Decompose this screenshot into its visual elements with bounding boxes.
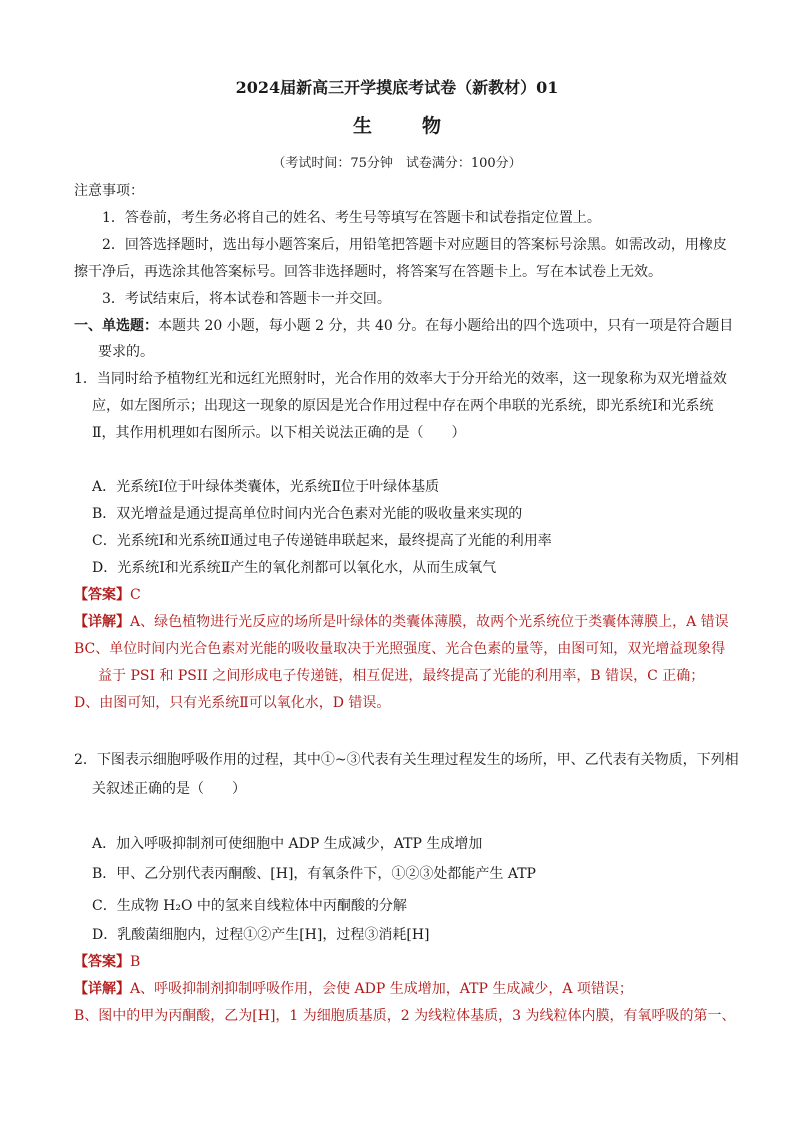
- q2-stem-line: 关叙述正确的是（ ）: [92, 781, 246, 797]
- section-text: 本题共 20 小题，每小题 2 分，共 40 分。在每小题给出的四个选项中，只有一项是符合题目: [158, 318, 734, 334]
- answer-label: 【答案】: [74, 954, 130, 970]
- section-text-continued: 要求的。: [98, 344, 154, 360]
- q1-detail-line: 益于 PSI 和 PSII 之间形成电子传递链，相互促进，最终提高了光能的利用率，B 错误，C 正确；: [98, 668, 705, 684]
- q1-option-c: C．光系统Ⅰ和光系统Ⅱ通过电子传递链串联起来，最终提高了光能的利用率: [92, 533, 552, 549]
- q1-answer: [74, 585, 141, 605]
- note-item: 3．考试结束后，将本试卷和答题卡一并交回。: [102, 291, 391, 307]
- section-label: 一、单选题：: [74, 318, 158, 334]
- note-item: 擦干净后，再选涂其他答案标号。回答非选择题时，将答案写在答题卡上。写在本试卷上无效。: [74, 264, 662, 280]
- note-item: 2．回答选择题时，选出每小题答案后，用铅笔把答题卡对应题目的答案标号涂黑。如需改动，用橡皮: [102, 237, 727, 253]
- exam-info: （考试时间：75分钟 试卷满分：100分）: [272, 156, 522, 171]
- q2-answer: [74, 952, 140, 972]
- q2-stem-line: 2．下图表示细胞呼吸作用的过程，其中①~③代表有关生理过程发生的场所，甲、乙代表有关物质，下列相: [74, 752, 739, 768]
- detail-label: 【详解】: [74, 614, 130, 630]
- q1-detail-line: D、由图可知，只有光系统Ⅱ可以氧化水，D 错误。: [74, 695, 391, 711]
- q2-detail-line: B、图中的甲为丙酮酸，乙为[H]，1 为细胞质基质，2 为线粒体基质，3 为线粒体内膜，有氧呼吸的第一、: [74, 1008, 736, 1024]
- q2-option-a: A．加入呼吸抑制剂可使细胞中 ADP 生成减少，ATP 生成增加: [92, 836, 483, 852]
- answer-value: C: [130, 587, 141, 603]
- q1-option-b: B．双光增益是通过提高单位时间内光合色素对光能的吸收量来实现的: [92, 506, 523, 522]
- notes-heading: 注意事项：: [74, 183, 144, 199]
- detail-text: A、绿色植物进行光反应的场所是叶绿体的类囊体薄膜，故两个光系统位于类囊体薄膜上，A 错误: [130, 614, 729, 630]
- q1-detail-line: [74, 612, 729, 632]
- q1-stem-line: Ⅱ，其作用机理如右图所示。以下相关说法正确的是（ ）: [92, 425, 466, 441]
- section-heading: [74, 316, 733, 336]
- q1-detail-line: BC、单位时间内光合色素对光能的吸收量取决于光照强度、光合色素的量等，由图可知，双光增益现象得: [74, 641, 726, 657]
- q1-stem-line: 1．当同时给予植物红光和远红光照射时，光合作用的效率大于分开给光的效率，这一现象称为双光增益效: [74, 371, 727, 387]
- detail-label: 【详解】: [74, 981, 130, 997]
- q2-option-d: D．乳酸菌细胞内，过程①②产生[H]，过程③消耗[H]: [92, 927, 430, 943]
- detail-text: A、呼吸抑制剂抑制呼吸作用，会使 ADP 生成增加，ATP 生成减少，A 项错误；: [130, 981, 633, 997]
- exam-title: 2024届新高三开学摸底考试卷（新教材）01: [235, 78, 559, 97]
- q1-option-a: A．光系统Ⅰ位于叶绿体类囊体，光系统Ⅱ位于叶绿体基质: [92, 479, 440, 495]
- q2-option-c: C．生成物 H₂O 中的氢来自线粒体中丙酮酸的分解: [92, 898, 407, 914]
- note-item: 1．答卷前，考生务必将自己的姓名、考生号等填写在答题卡和试卷指定位置上。: [102, 210, 601, 226]
- q2-detail-line: [74, 979, 633, 999]
- answer-label: 【答案】: [74, 587, 130, 603]
- q1-option-d: D．光系统Ⅰ和光系统Ⅱ产生的氧化剂都可以氧化水，从而生成氧气: [92, 560, 497, 576]
- subject-title: 生物: [352, 115, 491, 137]
- q2-option-b: B．甲、乙分别代表丙酮酸、[H]，有氧条件下，①②③处都能产生 ATP: [92, 866, 536, 882]
- answer-value: B: [130, 954, 141, 970]
- q1-stem-line: 应，如左图所示；出现这一现象的原因是光合作用过程中存在两个串联的光系统，即光系统Ⅰ和光系统: [92, 398, 714, 414]
